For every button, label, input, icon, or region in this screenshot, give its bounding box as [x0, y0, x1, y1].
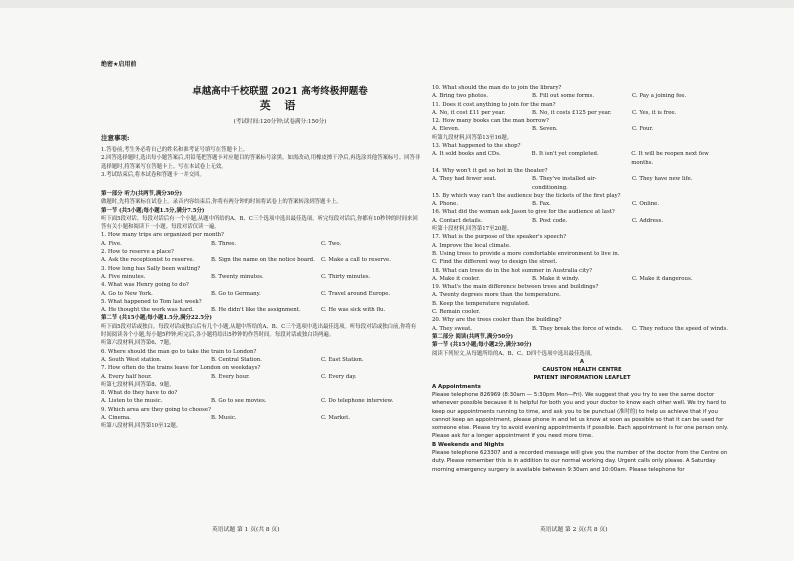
right-column [432, 84, 732, 474]
option: B. They break the force of winds. [532, 325, 623, 332]
subject-title: 英 语 [259, 99, 301, 112]
option: B. Central Station. [211, 356, 262, 363]
option-row [101, 306, 421, 314]
option: B. They've installed air-conditioning. [532, 176, 597, 191]
material-note: 听第七段材料,回答第8、9题。 [101, 381, 175, 388]
option: C. Yes, it is free. [632, 109, 677, 116]
option-row [101, 397, 421, 405]
option: A. It sold books and CDs. [432, 151, 501, 158]
option: A. Go to New York. [101, 290, 153, 297]
material-note: 听第八段材料,回答第10至12题。 [101, 423, 182, 430]
option: A. Improve the local climate. [432, 242, 511, 249]
confidential-mark: 绝密★启用前 [101, 61, 137, 68]
option-row [432, 109, 732, 117]
question: 4. What was Henry going to do? [101, 282, 189, 289]
option: C. They reduce the speed of winds. [632, 325, 728, 332]
option: B. Keep the temperature regulated. [432, 300, 530, 307]
option: B. He didn't like the assignment. [211, 307, 301, 314]
notice-list [101, 146, 421, 179]
section-intro: 阅读下列短文,从每题所给的A、B、C、D四个选项中选出最佳选项。 [432, 350, 596, 357]
option: C. Make it dangerous. [632, 275, 693, 282]
question: 12. How many books can the man borrow? [432, 118, 549, 125]
option: C. Pay a joining fee. [632, 93, 687, 100]
option-row [101, 273, 421, 281]
option-row [432, 275, 732, 283]
option: A. They sweat. [432, 325, 473, 332]
question: 11. Does it cost anything to join for the man? [432, 101, 556, 108]
option: C. East Station. [321, 356, 364, 363]
notice-item: 3.考试结束后,将本试卷和答题卡一并交回。 [101, 171, 205, 178]
option: C. Remain cooler. [432, 309, 480, 316]
option: B. Post code. [532, 217, 568, 224]
section-intro: 听下面5段对话。每段对话后有一个小题,从题中所给的A、B、C三个选项中选出最佳选项。听完每段对话后,你都有10秒钟的时间来回答有关小题和阅读下一小题。每段对话仅读一遍。 [101, 215, 418, 231]
question: 8. What do they have to do? [101, 390, 178, 397]
option: A. Every half hour. [101, 373, 152, 380]
option: C. Four. [632, 126, 654, 133]
option: A. No, it cost £11 per year. [432, 109, 506, 116]
option: C. Thirty minutes. [321, 273, 371, 280]
passage-subheading: A Appointments [432, 383, 481, 390]
option-row [432, 92, 732, 100]
option: C. Address. [632, 217, 664, 224]
scan-edge [0, 0, 794, 8]
option: A. Five. [101, 240, 122, 247]
notice-item: 2.回答选择题时,选出每小题答案后,用铅笔把答题卡对应题目的答案标号涂黑。如需改动,用橡皮擦干净后,再选涂其他答案标号。回答非选择题时,将答案写在答题卡上。写在本试卷上无效。 [101, 155, 421, 170]
passage-paragraph: Please telephone 826969 (8:30am — 5:30pm Mon—Fri). We suggest that you try to see the same doctor whenever possible because it is helpful for both you and your doctor to know each other well. We try hard to keep our appointments running to time, and ask you to be punctual (准时的) to help us achieve that if you cannot keep an appointment, please phone in and let us know at soon as possible so that it can be used for someone else. Please try to avoid evening appointments if possible. Each appointment is for one person only. Please ask for a longer appointment if you need more time. [432, 391, 729, 440]
option: C. Make a call to reserve. [321, 257, 391, 264]
option-row [432, 325, 732, 333]
material-note: 听第九段材料,回答第13至16题。 [432, 134, 513, 141]
option: B. Seven. [532, 126, 558, 133]
option: C. Travel around Europe. [321, 290, 391, 297]
option: C. Find the different way to design the street. [432, 259, 558, 266]
page-footer-left: 英语试题 第 1 页(共 8 页) [212, 527, 280, 533]
section-heading: 第一节 (共15小题;每小题2分,满分30分) [432, 342, 532, 349]
passage-subheading: B Weekends and Nights [432, 441, 504, 448]
question: 19. What's the main difference between trees and buildings? [432, 284, 599, 291]
option: A. South West station. [101, 356, 162, 363]
question: 3. How long has Sally been waiting? [101, 265, 201, 272]
option-row [432, 217, 732, 225]
exam-info: (考试时间:120分钟;试卷满分:150分) [233, 119, 327, 125]
option: A. Twenty degrees more than the temperature. [432, 292, 561, 299]
question: 1. How many trips are organized per month? [101, 232, 224, 239]
option: C. Every day. [321, 373, 357, 380]
listening-section [101, 190, 421, 431]
option: B. No, it costs £125 per year. [532, 109, 612, 116]
option: B. Fax. [532, 201, 551, 208]
option-row [432, 175, 732, 192]
question: 13. What happened to the shop? [432, 143, 521, 150]
option: C. Market. [321, 415, 351, 422]
passage-subtitle: PATIENT INFORMATION LEAFLET [533, 375, 631, 382]
option: A. Listen to the music. [101, 398, 163, 405]
section-intro: 听下面5段对话或独白。每段对话或独白后有几个小题,从题中所给的A、B、C三个选项中选出最佳选项。听每段对话或独白前,你将有时间阅读各个小题,每小题5秒钟;听完后,各小题将给出5秒钟的作答时间。每段对话或独白读两遍。 [101, 323, 417, 339]
part-intro: 做题时,先将答案标在试卷上。录音内容结束后,你将有两分钟的时间将试卷上的答案转涂到答题卡上。 [101, 199, 342, 206]
option-row [101, 290, 421, 298]
question: 10. What should the man do to join the library? [432, 85, 562, 91]
option: A. Eleven. [432, 126, 460, 133]
passage-title: CAUSTON HEALTH CENTRE [542, 367, 622, 374]
passage-letter: A [579, 358, 585, 365]
passage-paragraph: Please telephone 623307 and a recorded message will give you the number of the doctor from the Centre on duty. Please remember this is in addition to our normal working day. Urgent calls only please. A Saturday morning emergency surgery is available between 9:30am and 10:00am. Please telephone for [432, 450, 728, 473]
question: 14. Why won't it get so hot in the theater? [432, 167, 548, 174]
option-row [432, 125, 732, 133]
section-heading: 第二节 (共15小题;每小题1.5分,满分22.5分) [101, 315, 212, 322]
option: A. Contact details. [432, 217, 483, 224]
option: A. Bring two photos. [432, 93, 489, 100]
option-row [101, 414, 421, 422]
option: B. Music. [211, 415, 237, 422]
option-row [101, 373, 421, 381]
option: B. Sign the name on the notice board. [211, 257, 315, 264]
option: C. Do telephone interview. [321, 398, 394, 405]
question: 5. What happened to Tom last week? [101, 298, 202, 305]
question: 17. What is the purpose of the speaker's speech? [432, 234, 567, 241]
option: A. They had fewer seat. [432, 176, 497, 183]
option-row [432, 200, 732, 208]
option: B. Three. [211, 240, 237, 247]
part-heading: 第一部分 听力(共两节,满分30分) [101, 191, 183, 197]
option: A. Make it cooler. [432, 275, 480, 282]
option: B. Go to see movies. [211, 398, 267, 405]
option-row [432, 150, 732, 167]
option: B. Twenty minutes. [211, 273, 264, 280]
question: 2. How to reserve a place? [101, 249, 174, 256]
question: 20. Why are the trees cooler than the building? [432, 317, 562, 324]
option-row [101, 256, 421, 264]
option: B. Go to Germany. [211, 290, 261, 297]
option: C. Two. [321, 240, 342, 247]
material-note: 听第十段材料,回答第17至20题。 [432, 226, 513, 233]
material-note: 听第六段材料,回答第6、7题。 [101, 340, 175, 347]
option: A. He thought the work was hard. [101, 307, 194, 314]
question: 7. How often do the trains leave for London on weekdays? [101, 365, 261, 372]
notice-item: 1.答卷前,考生务必将自己的姓名和准考证号填写在答题卡上。 [101, 147, 249, 153]
option: A. Five minutes. [101, 273, 146, 280]
option: B. Make it windy. [532, 275, 580, 282]
question: 9. Which area are they going to choose? [101, 406, 211, 413]
question: 15. By which way can't the audience buy the tickets of the first play? [432, 192, 621, 199]
option: B. Using trees to provide a more comfortable environment to live in. [432, 250, 620, 257]
part-heading: 第二部分 阅读(共两节,满分50分) [432, 333, 514, 340]
option: B. It isn't yet completed. [531, 151, 599, 158]
option-row [101, 240, 421, 248]
section-heading: 第一节 (共5小题;每小题1.5分,满分7.5分) [101, 207, 205, 214]
option: A. Cinema. [101, 415, 131, 422]
notice-heading: 注意事项: [101, 134, 130, 142]
question: 16. What did the woman ask Jason to give for the audience at last? [432, 209, 615, 216]
question: 18. What can trees do in the hot summer in Australia city? [432, 267, 593, 274]
option: C. It will be reopen next few months. [631, 151, 709, 166]
option: C. He was sick with flu. [321, 307, 386, 314]
option: B. Fill out some forms. [532, 93, 595, 100]
option: A. Ask the receptionist to reserve. [101, 257, 195, 264]
page-footer-right: 英语试题 第 2 页(共 8 页) [540, 527, 608, 533]
question: 6. Where should the man go to take the train to London? [101, 348, 257, 355]
exam-title: 卓越高中千校联盟 2021 高考终极押题卷 [192, 86, 368, 97]
option-row [101, 356, 421, 364]
option: C. Online. [632, 201, 660, 208]
option: B. Every hour. [211, 373, 250, 380]
option: A. Phone. [432, 201, 459, 208]
option: C. They have new life. [632, 176, 693, 183]
